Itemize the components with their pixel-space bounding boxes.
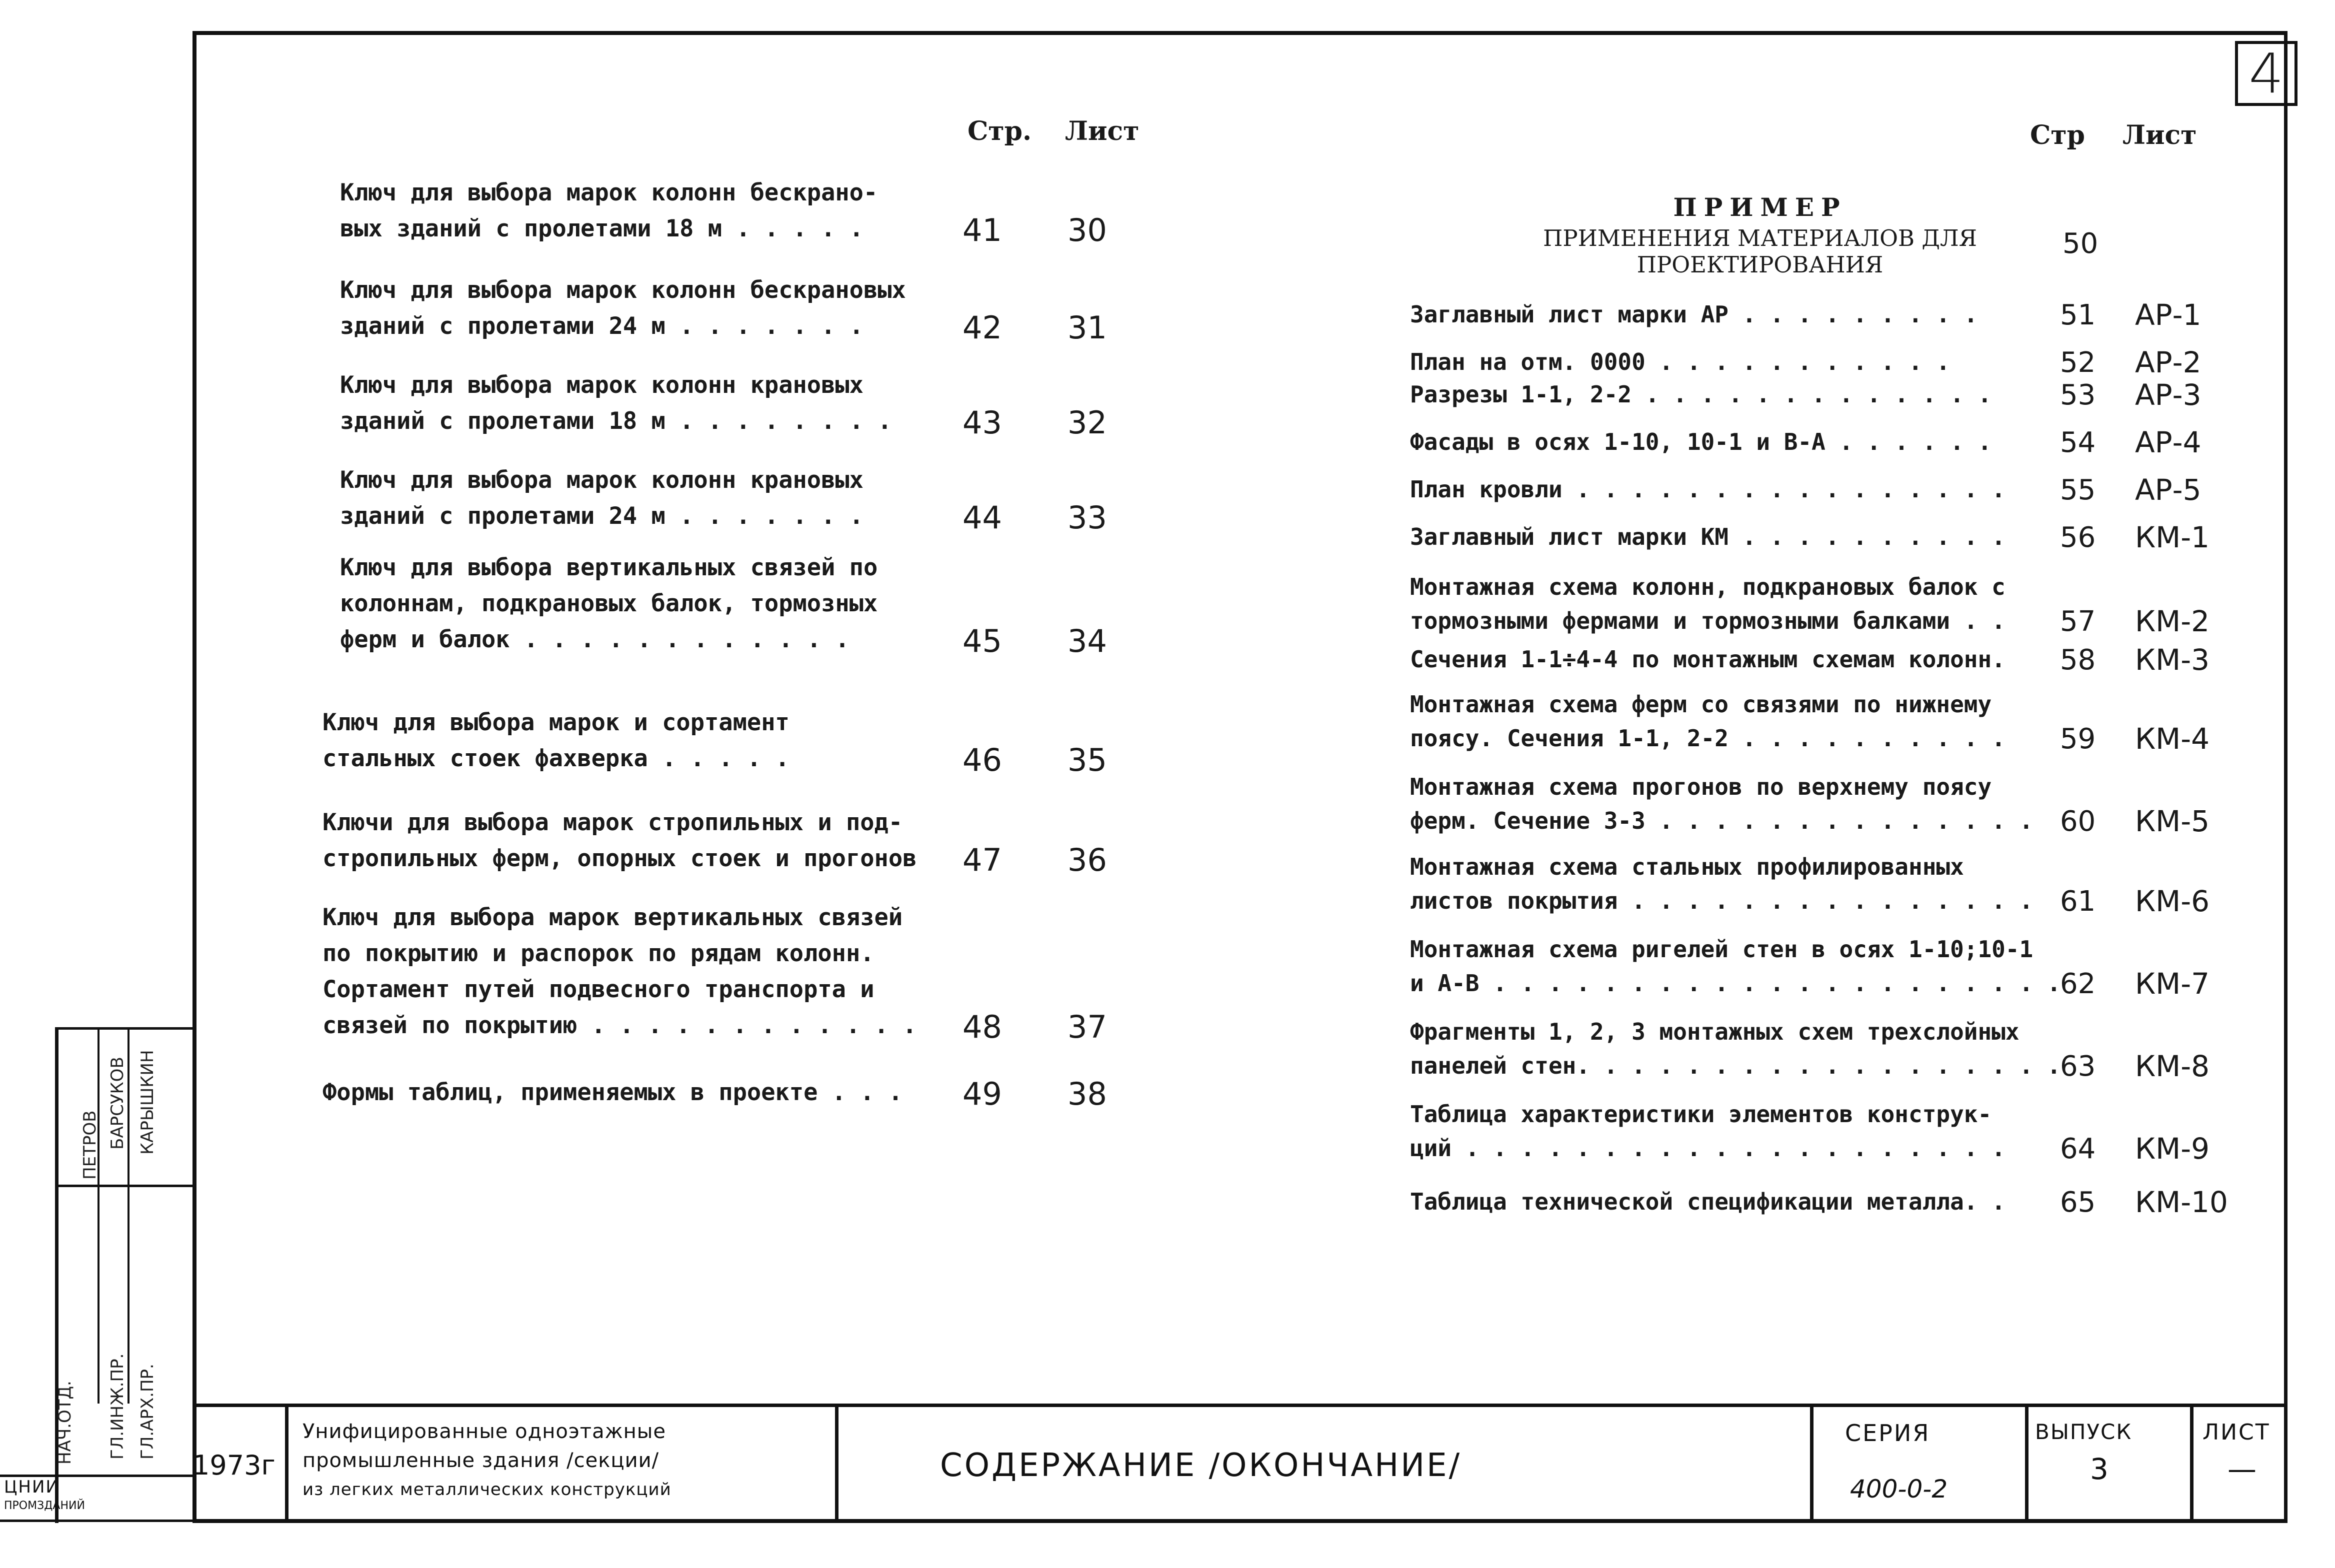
right-entry: [1410, 1185, 2006, 1219]
left-entry: [340, 175, 878, 247]
stamp-extra: НАЧ.ОТД.: [55, 1381, 75, 1465]
right-entry: [1410, 520, 2006, 554]
left-entry-sheet: 31: [1068, 309, 1107, 346]
left-entry-sheet: 32: [1068, 404, 1107, 441]
left-entry-page: 46: [962, 742, 1002, 778]
series-label: СЕРИЯ: [1845, 1420, 1930, 1447]
left-entry: [340, 272, 906, 344]
left-entry-text-line: зданий с пролетами 18 м . . . . . . . .: [340, 407, 892, 435]
left-entry-page: 42: [962, 309, 1002, 346]
left-page-header: Стр.: [968, 116, 1032, 146]
stamp-top-rule: [55, 1027, 192, 1030]
right-entry-page: 58: [2060, 644, 2096, 676]
right-entry-text-line: ций . . . . . . . . . . . . . . . . . . . .: [1410, 1135, 2006, 1162]
right-entry: [1410, 1097, 2006, 1165]
left-entry-sheet: 30: [1068, 212, 1107, 248]
left-entry-text-line: связей по покрытию . . . . . . . . . . . .: [322, 1012, 917, 1039]
right-entry-page: 64: [2060, 1133, 2096, 1165]
left-entry-text-line: стальных стоек фахверка . . . . .: [322, 745, 790, 772]
sheet-value: —: [2228, 1452, 2256, 1486]
left-entry-text-line: по покрытию и распорок по рядам колонн.: [322, 940, 874, 967]
right-entry-text-line: Монтажная схема ригелей стен в осях 1-10;10-1: [1410, 936, 2034, 963]
right-entry-text-line: Сечения 1-1÷4-4 по монтажным схемам колонн.: [1410, 646, 2006, 673]
left-entry-text-line: стропильных ферм, опорных стоек и прогонов: [322, 845, 917, 872]
left-entry-text-line: зданий с пролетами 24 м . . . . . . .: [340, 312, 864, 340]
left-entry-page: 43: [962, 404, 1002, 441]
example-title: ПРИМЕР: [1673, 192, 1847, 222]
right-entry-sheet: КМ-7: [2135, 967, 2210, 1001]
right-entry: [1410, 570, 2006, 638]
right-entry-text-line: Фрагменты 1, 2, 3 монтажных схем трехслойных: [1410, 1018, 2020, 1045]
left-entry-text-line: Ключ для выбора марок вертикальных связей: [322, 904, 903, 931]
left-entry-page: 49: [962, 1076, 1002, 1112]
right-entry: [1410, 932, 2061, 1000]
title-block-divider: [285, 1404, 288, 1523]
right-entry: [1410, 377, 1992, 411]
right-entry-page: 63: [2060, 1050, 2096, 1083]
right-entry-text-line: Монтажная схема прогонов по верхнему поясу: [1410, 773, 1992, 800]
left-entry-text-line: Формы таблиц, применяемых в проекте . . .: [322, 1079, 903, 1106]
right-entry-text-line: Разрезы 1-1, 2-2 . . . . . . . . . . . . .: [1410, 381, 1992, 408]
left-entry: [340, 550, 878, 658]
right-entry: [1410, 472, 2006, 506]
right-entry-sheet: КМ-1: [2135, 520, 2210, 554]
right-sheet-header: Лист: [2122, 120, 2197, 150]
left-entry-page: 44: [962, 499, 1002, 536]
left-entry: [340, 462, 864, 534]
stamp-base-rule: [0, 1520, 192, 1522]
sheet-number-box: 4: [2235, 41, 2298, 106]
right-entry: [1410, 850, 2033, 918]
right-entry-page: 65: [2060, 1186, 2096, 1219]
right-entry: [1410, 425, 1992, 459]
left-entry-text-line: Ключ для выбора вертикальных связей по: [340, 554, 878, 581]
right-entry: [1410, 687, 2006, 755]
issue-label: ВЫПУСК: [2035, 1420, 2132, 1444]
right-entry-page: 62: [2060, 968, 2096, 1000]
org-subname: ПРОМЗДАНИЙ: [4, 1500, 85, 1512]
left-entry-text-line: колоннам, подкрановых балок, тормозных: [340, 590, 878, 617]
stamp-column-rule: [128, 1027, 130, 1404]
right-entry-text-line: Монтажная схема ферм со связями по нижнему: [1410, 691, 1992, 718]
right-entry: [1410, 345, 1950, 379]
title-block-divider: [2025, 1404, 2028, 1523]
left-entry-page: 45: [962, 623, 1002, 659]
right-entry-page: 56: [2060, 521, 2096, 554]
left-entry-sheet: 38: [1068, 1076, 1107, 1112]
left-entry-sheet: 36: [1068, 842, 1107, 878]
example-subtitle: [1450, 225, 2070, 278]
left-entry: [322, 805, 916, 877]
stamp-name-3: КАРЫШКИН: [138, 1050, 158, 1155]
right-entry-sheet: КМ-2: [2135, 604, 2210, 638]
stamp-role-1: ГЛ.ИНЖ.ПР.: [108, 1353, 128, 1460]
stamp-role-2: ГЛ.АРХ.ПР.: [138, 1364, 158, 1460]
title-block-divider: [1810, 1404, 1814, 1523]
right-entry-sheet: КМ-3: [2135, 643, 2210, 677]
left-entry-sheet: 37: [1068, 1009, 1107, 1045]
sheet-label: ЛИСТ: [2202, 1420, 2270, 1445]
stamp-name-2: БАРСУКОВ: [108, 1057, 128, 1150]
stamp-column-rule: [98, 1027, 100, 1404]
right-entry-text-line: поясу. Сечения 1-1, 2-2 . . . . . . . . . .: [1410, 725, 2006, 752]
right-entry: [1410, 770, 2033, 838]
right-entry-text-line: листов покрытия . . . . . . . . . . . . . . .: [1410, 887, 2034, 914]
right-entry-sheet: АР-1: [2135, 298, 2202, 332]
left-entry-text-line: Ключ для выбора марок колонн крановых: [340, 371, 864, 399]
right-entry-sheet: КМ-6: [2135, 884, 2210, 918]
document-title: СОДЕРЖАНИЕ /ОКОНЧАНИЕ/: [940, 1447, 1462, 1484]
left-entry-page: 48: [962, 1009, 1002, 1045]
org-name: ЦНИИ: [4, 1477, 60, 1497]
left-entry: [322, 900, 916, 1044]
example-page: 50: [2062, 227, 2098, 260]
right-entry-text-line: Фасады в осях 1-10, 10-1 и В-А . . . . . .: [1410, 428, 1992, 455]
left-entry-text-line: ферм и балок . . . . . . . . . . . .: [340, 626, 850, 653]
right-entry-text-line: Таблица технической спецификации металла. .: [1410, 1188, 2006, 1215]
right-entry-sheet: КМ-9: [2135, 1132, 2210, 1166]
left-entry-text-line: Ключ для выбора марок колонн крановых: [340, 466, 864, 494]
right-entry-text-line: Таблица характеристики элементов конструк-: [1410, 1101, 1992, 1128]
right-entry: [1410, 297, 1978, 331]
right-entry-page: 54: [2060, 426, 2096, 459]
right-entry-page: 61: [2060, 885, 2096, 918]
right-entry: [1410, 642, 2006, 676]
series-value: 400-0-2: [1850, 1475, 1948, 1504]
right-entry-page: 60: [2060, 805, 2096, 838]
description-line-1: Унифицированные одноэтажные: [302, 1420, 666, 1443]
title-block-year: 1973г: [192, 1450, 276, 1481]
stamp-mid-rule: [55, 1185, 192, 1187]
right-entry-page: 52: [2060, 346, 2096, 379]
right-entry-sheet: КМ-4: [2135, 722, 2210, 756]
right-entry-text-line: тормозными фермами и тормозными балками . .: [1410, 607, 2006, 634]
left-entry-page: 41: [962, 212, 1002, 248]
left-sheet-header: Лист: [1065, 116, 1140, 146]
title-block-divider: [2190, 1404, 2194, 1523]
right-entry-page: 59: [2060, 723, 2096, 755]
left-entry-text-line: зданий с пролетами 24 м . . . . . . .: [340, 502, 864, 530]
right-entry-sheet: АР-3: [2135, 378, 2202, 412]
right-entry-text-line: Заглавный лист марки КМ . . . . . . . . . .: [1410, 523, 2006, 550]
right-entry-sheet: АР-2: [2135, 345, 2202, 379]
right-entry-sheet: КМ-8: [2135, 1049, 2210, 1083]
right-entry: [1410, 1015, 2061, 1083]
title-block-top-rule: [192, 1404, 2288, 1407]
left-entry-text-line: Ключ для выбора марок колонн бескрано-: [340, 179, 878, 206]
description-line-3: из легких металлических конструкций: [302, 1480, 672, 1500]
right-entry-text-line: Монтажная схема стальных профилированных: [1410, 853, 1964, 880]
left-entry-text-line: Сортамент путей подвесного транспорта и: [322, 976, 874, 1003]
right-entry-text-line: Монтажная схема колонн, подкрановых балок с: [1410, 573, 2006, 600]
left-entry-sheet: 35: [1068, 742, 1107, 778]
left-entry: [322, 705, 790, 777]
right-entry-text-line: панелей стен. . . . . . . . . . . . . . . . . .: [1410, 1052, 2061, 1079]
left-entry-page: 47: [962, 842, 1002, 878]
left-entry: [322, 1075, 902, 1111]
right-entry-sheet: КМ-5: [2135, 804, 2210, 838]
issue-value: 3: [2090, 1452, 2108, 1486]
right-entry-page: 53: [2060, 379, 2096, 411]
stamp-name-1: ПЕТРОВ: [80, 1110, 100, 1180]
right-entry-page: 55: [2060, 474, 2096, 506]
left-entry-text-line: вых зданий с пролетами 18 м . . . . .: [340, 215, 864, 242]
right-entry-sheet: АР-4: [2135, 425, 2202, 459]
left-entry: [340, 367, 892, 439]
right-entry-text-line: ферм. Сечение 3-3 . . . . . . . . . . . . . .: [1410, 807, 2034, 834]
right-page-header: Стр: [2030, 120, 2085, 150]
left-entry-text-line: Ключи для выбора марок стропильных и под-: [322, 809, 903, 836]
left-entry-text-line: Ключ для выбора марок и сортамент: [322, 709, 790, 736]
right-entry-sheet: КМ-10: [2135, 1185, 2228, 1219]
left-entry-text-line: Ключ для выбора марок колонн бескрановых: [340, 276, 906, 304]
right-entry-text-line: План на отм. 0000 . . . . . . . . . . .: [1410, 348, 1950, 375]
right-entry-text-line: План кровли . . . . . . . . . . . . . . . .: [1410, 476, 2006, 503]
left-entry-sheet: 34: [1068, 623, 1107, 659]
right-entry-page: 57: [2060, 605, 2096, 638]
title-block-description: [302, 1417, 672, 1504]
left-entry-sheet: 33: [1068, 499, 1107, 536]
title-block-divider: [835, 1404, 838, 1523]
right-entry-page: 51: [2060, 299, 2096, 331]
description-line-2: промышленные здания /секции/: [302, 1449, 660, 1472]
example-subtitle-text: ПРИМЕНЕНИЯ МАТЕРИАЛОВ ДЛЯ ПРОЕКТИРОВАНИЯ: [1543, 225, 1977, 278]
right-entry-text-line: Заглавный лист марки АР . . . . . . . . .: [1410, 301, 1978, 328]
right-entry-text-line: и А-В . . . . . . . . . . . . . . . . . . . . .: [1410, 970, 2061, 997]
right-entry-sheet: АР-5: [2135, 473, 2202, 507]
